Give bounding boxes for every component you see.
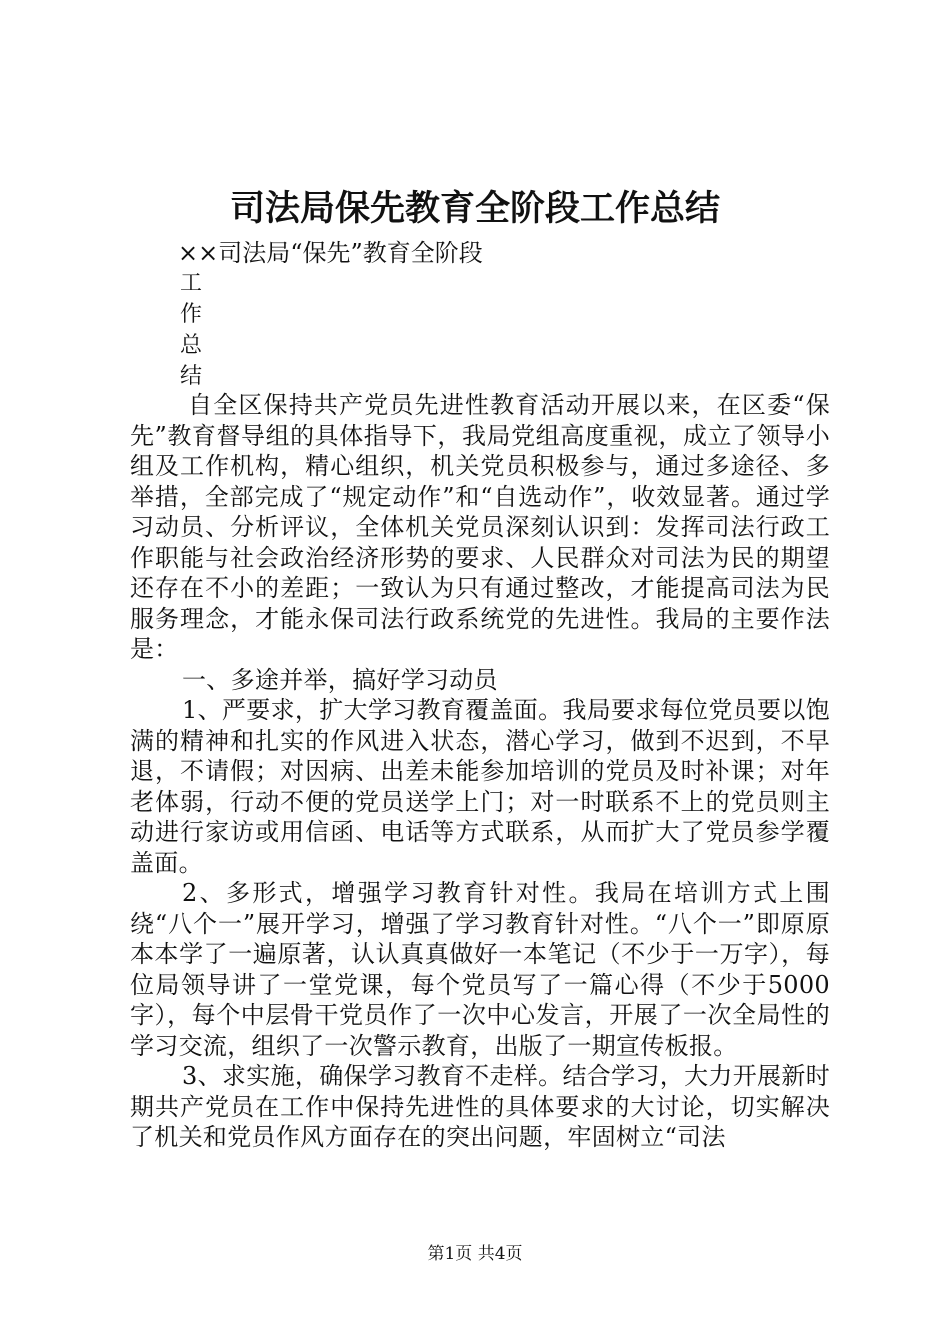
vertical-heading bbox=[180, 268, 210, 392]
body-paragraph: 1、严要求，扩大学习教育覆盖面。我局要求每位党员要以饱满的精神和扎实的作风进入状态，潜心学习，做到不迟到，不早退，不请假；对因病、出差未能参加培训的党员及时补课；对年老体弱，行动不便的党员送学上门；对一时联系不上的党员则主动进行家访或用信函、电话等方式联系，从而扩大了党员参学覆盖面。 bbox=[130, 696, 830, 877]
vertical-char: 总 bbox=[180, 333, 203, 358]
vertical-char: 作 bbox=[180, 302, 203, 327]
document-body bbox=[130, 390, 830, 1153]
body-paragraph: 3、求实施，确保学习教育不走样。结合学习，大力开展新时期共产党员在工作中保持先进性的具体要求的大讨论，切实解决了机关和党员作风方面存在的突出问题，牢固树立“司法 bbox=[130, 1062, 830, 1151]
page-footer: 第1页 共4页 bbox=[427, 1244, 523, 1264]
vertical-char: 结 bbox=[180, 364, 203, 389]
section-heading: 一、多途并举，搞好学习动员 bbox=[182, 665, 498, 694]
document-subtitle: ××司法局“保先”教育全阶段 bbox=[178, 239, 483, 267]
vertical-char: 工 bbox=[180, 271, 203, 296]
body-paragraph: 2、多形式，增强学习教育针对性。我局在培训方式上围绕“八个一”展开学习，增强了学习教育针对性。“八个一”即原原本本学了一遍原著，认认真真做好一本笔记（不少于一万字），每位局领导讲了一堂党课，每个党员写了一篇心得（不少于5000字），每个中层骨干党员作了一次中心发言，开展了一次全局性的学习交流，组织了一次警示教育，出版了一期宣传板报。 bbox=[130, 879, 830, 1060]
document-title: 司法局保先教育全阶段工作总结 bbox=[229, 188, 720, 229]
intro-paragraph: 自全区保持共产党员先进性教育活动开展以来，在区委“保先”教育督导组的具体指导下，我局党组高度重视，成立了领导小组及工作机构，精心组织，机关党员积极参与，通过多途径、多举措，全部完成了“规定动作”和“自选动作”，收效显著。通过学习动员、分析评议，全体机关党员深刻认识到：发挥司法行政工作职能与社会政治经济形势的要求、人民群众对司法为民的期望还存在不小的差距；一致认为只有通过整改，才能提高司法为民服务理念，才能永保司法行政系统党的先进性。我局的主要作法是： bbox=[130, 391, 830, 663]
